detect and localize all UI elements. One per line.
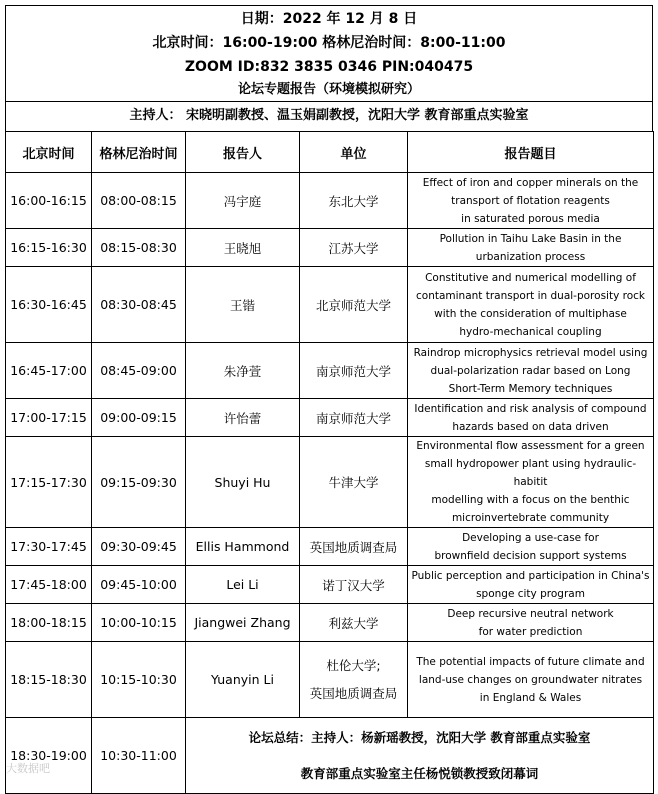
title-cell — [408, 399, 654, 437]
title-cell — [408, 604, 654, 642]
speaker-cell: Jiangwei Zhang — [186, 604, 300, 642]
unit-cell: 牛津大学 — [300, 437, 408, 528]
title-cell — [408, 267, 654, 343]
bj-time-cell: 18:15-18:30 — [6, 642, 92, 718]
unit-cell: 利兹大学 — [300, 604, 408, 642]
table-row — [6, 566, 654, 604]
speaker-cell: 朱净萱 — [186, 343, 300, 399]
title-line: Pollution in Taihu Lake Basin in the — [439, 232, 622, 245]
title-line: Short-Term Memory techniques — [448, 382, 613, 395]
bj-time-cell: 16:30-16:45 — [6, 267, 92, 343]
closing-gmt-time: 10:30-11:00 — [92, 718, 186, 794]
col-header-bj: 北京时间 — [6, 132, 92, 173]
gmt-time-cell: 08:00-08:15 — [92, 173, 186, 229]
closing-bj-time: 18:30-19:00 — [6, 718, 92, 794]
unit-cell — [300, 642, 408, 718]
title-cell — [408, 229, 654, 267]
title-line: Constitutive and numerical modelling of — [425, 271, 636, 284]
title-cell — [408, 566, 654, 604]
speaker-cell: 许怡蕾 — [186, 399, 300, 437]
speaker-cell: 王锴 — [186, 267, 300, 343]
title-line: Effect of iron and copper minerals on the — [422, 176, 639, 189]
title-line: hydro-mechanical coupling — [459, 325, 602, 338]
title-line: with the consideration of multiphase — [434, 307, 627, 320]
bj-time-cell: 16:00-16:15 — [6, 173, 92, 229]
col-header-title: 报告题目 — [408, 132, 654, 173]
table-row — [6, 604, 654, 642]
table-row — [6, 399, 654, 437]
gmt-time-cell: 09:00-09:15 — [92, 399, 186, 437]
title-line: Identification and risk analysis of compound — [414, 402, 647, 415]
event-times: 北京时间：16:00-19:00 格林尼治时间：8:00-11:00 — [152, 35, 506, 51]
col-header-speaker: 报告人 — [186, 132, 300, 173]
title-line: urbanization process — [475, 250, 586, 263]
title-line: transport of flotation reagents — [451, 194, 610, 207]
gmt-time-cell: 10:15-10:30 — [92, 642, 186, 718]
gmt-time-cell: 09:15-09:30 — [92, 437, 186, 528]
unit-cell: 南京师范大学 — [300, 343, 408, 399]
bj-time-cell: 17:45-18:00 — [6, 566, 92, 604]
unit-line: 杜伦大学; — [326, 657, 381, 673]
gmt-time-cell: 08:15-08:30 — [92, 229, 186, 267]
gmt-time-cell: 08:30-08:45 — [92, 267, 186, 343]
title-line: land-use changes on groundwater nitrates — [418, 673, 643, 686]
table-row — [6, 437, 654, 528]
title-cell — [408, 528, 654, 566]
title-line: Public perception and participation in China's — [411, 569, 650, 582]
unit-cell: 诺丁汉大学 — [300, 566, 408, 604]
col-header-gmt: 格林尼治时间 — [92, 132, 186, 173]
title-line: contaminant transport in dual-porosity rock — [416, 289, 645, 302]
title-line: modelling with a focus on the benthic — [431, 494, 630, 506]
unit-cell: 东北大学 — [300, 173, 408, 229]
title-line: Deep recursive neutral network — [447, 607, 614, 620]
title-line: brownfield decision support systems — [434, 549, 627, 562]
speaker-cell: Shuyi Hu — [186, 437, 300, 528]
col-header-unit: 单位 — [300, 132, 408, 173]
title-line: The potential impacts of future climate and — [416, 655, 645, 668]
speaker-cell: Lei Li — [186, 566, 300, 604]
title-line: dual-polarization radar based on Long — [430, 364, 631, 377]
speaker-cell: 王晓旭 — [186, 229, 300, 267]
bj-time-cell: 17:00-17:15 — [6, 399, 92, 437]
unit-cell: 江苏大学 — [300, 229, 408, 267]
speaker-cell: 冯宇庭 — [186, 173, 300, 229]
title-line: microinvertebrate community — [451, 512, 610, 524]
forum-title: 论坛专题报告（环境模拟研究） — [237, 82, 420, 97]
hosts-line: 主持人： 宋晓明副教授、温玉娟副教授，沈阳大学 教育部重点实验室 — [5, 101, 653, 131]
gmt-time-cell: 10:00-10:15 — [92, 604, 186, 642]
table-row — [6, 528, 654, 566]
title-line: small hydropower plant using hydraulic-habitit — [424, 458, 637, 488]
gmt-time-cell: 09:45-10:00 — [92, 566, 186, 604]
title-line: in saturated porous media — [461, 212, 600, 225]
title-line: Developing a use-case for — [462, 531, 599, 544]
closing-info — [186, 718, 654, 794]
table-row — [6, 642, 654, 718]
schedule-document — [5, 5, 653, 794]
title-line: in England & Wales — [479, 691, 582, 704]
closing-summary: 论坛总结：主持人：杨新瑶教授，沈阳大学 教育部重点实验室 — [248, 729, 591, 745]
unit-cell: 北京师范大学 — [300, 267, 408, 343]
speaker-cell: Ellis Hammond — [186, 528, 300, 566]
title-cell — [408, 173, 654, 229]
title-line: sponge city program — [476, 587, 585, 600]
closing-row — [6, 718, 654, 794]
title-line: hazards based on data driven — [452, 420, 609, 433]
bj-time-cell: 16:15-16:30 — [6, 229, 92, 267]
schedule-header — [5, 5, 653, 101]
schedule-table — [5, 131, 654, 794]
table-row — [6, 173, 654, 229]
bj-time-cell: 18:00-18:15 — [6, 604, 92, 642]
bj-time-cell: 16:45-17:00 — [6, 343, 92, 399]
watermark-text: 大数据吧 — [6, 762, 50, 775]
title-line: for water prediction — [478, 625, 583, 638]
gmt-time-cell: 09:30-09:45 — [92, 528, 186, 566]
unit-line: 英国地质调查局 — [309, 685, 398, 701]
title-cell — [408, 642, 654, 718]
table-row — [6, 229, 654, 267]
title-line: Environmental flow assessment for a green — [416, 440, 645, 452]
title-line: Raindrop microphysics retrieval model using — [413, 346, 648, 359]
bj-time-cell: 17:30-17:45 — [6, 528, 92, 566]
table-row — [6, 343, 654, 399]
gmt-time-cell: 08:45-09:00 — [92, 343, 186, 399]
title-cell — [408, 437, 654, 528]
table-row — [6, 267, 654, 343]
event-date: 日期：2022 年 12 月 8 日 — [240, 11, 418, 27]
title-cell — [408, 343, 654, 399]
closing-remarks: 教育部重点实验室主任杨悦锁教授致闭幕词 — [300, 765, 539, 781]
bj-time-cell: 17:15-17:30 — [6, 437, 92, 528]
unit-cell: 南京师范大学 — [300, 399, 408, 437]
zoom-info: ZOOM ID:832 3835 0346 PIN:040475 — [184, 59, 474, 75]
speaker-cell: Yuanyin Li — [186, 642, 300, 718]
unit-cell: 英国地质调查局 — [300, 528, 408, 566]
table-header-row — [6, 132, 654, 173]
